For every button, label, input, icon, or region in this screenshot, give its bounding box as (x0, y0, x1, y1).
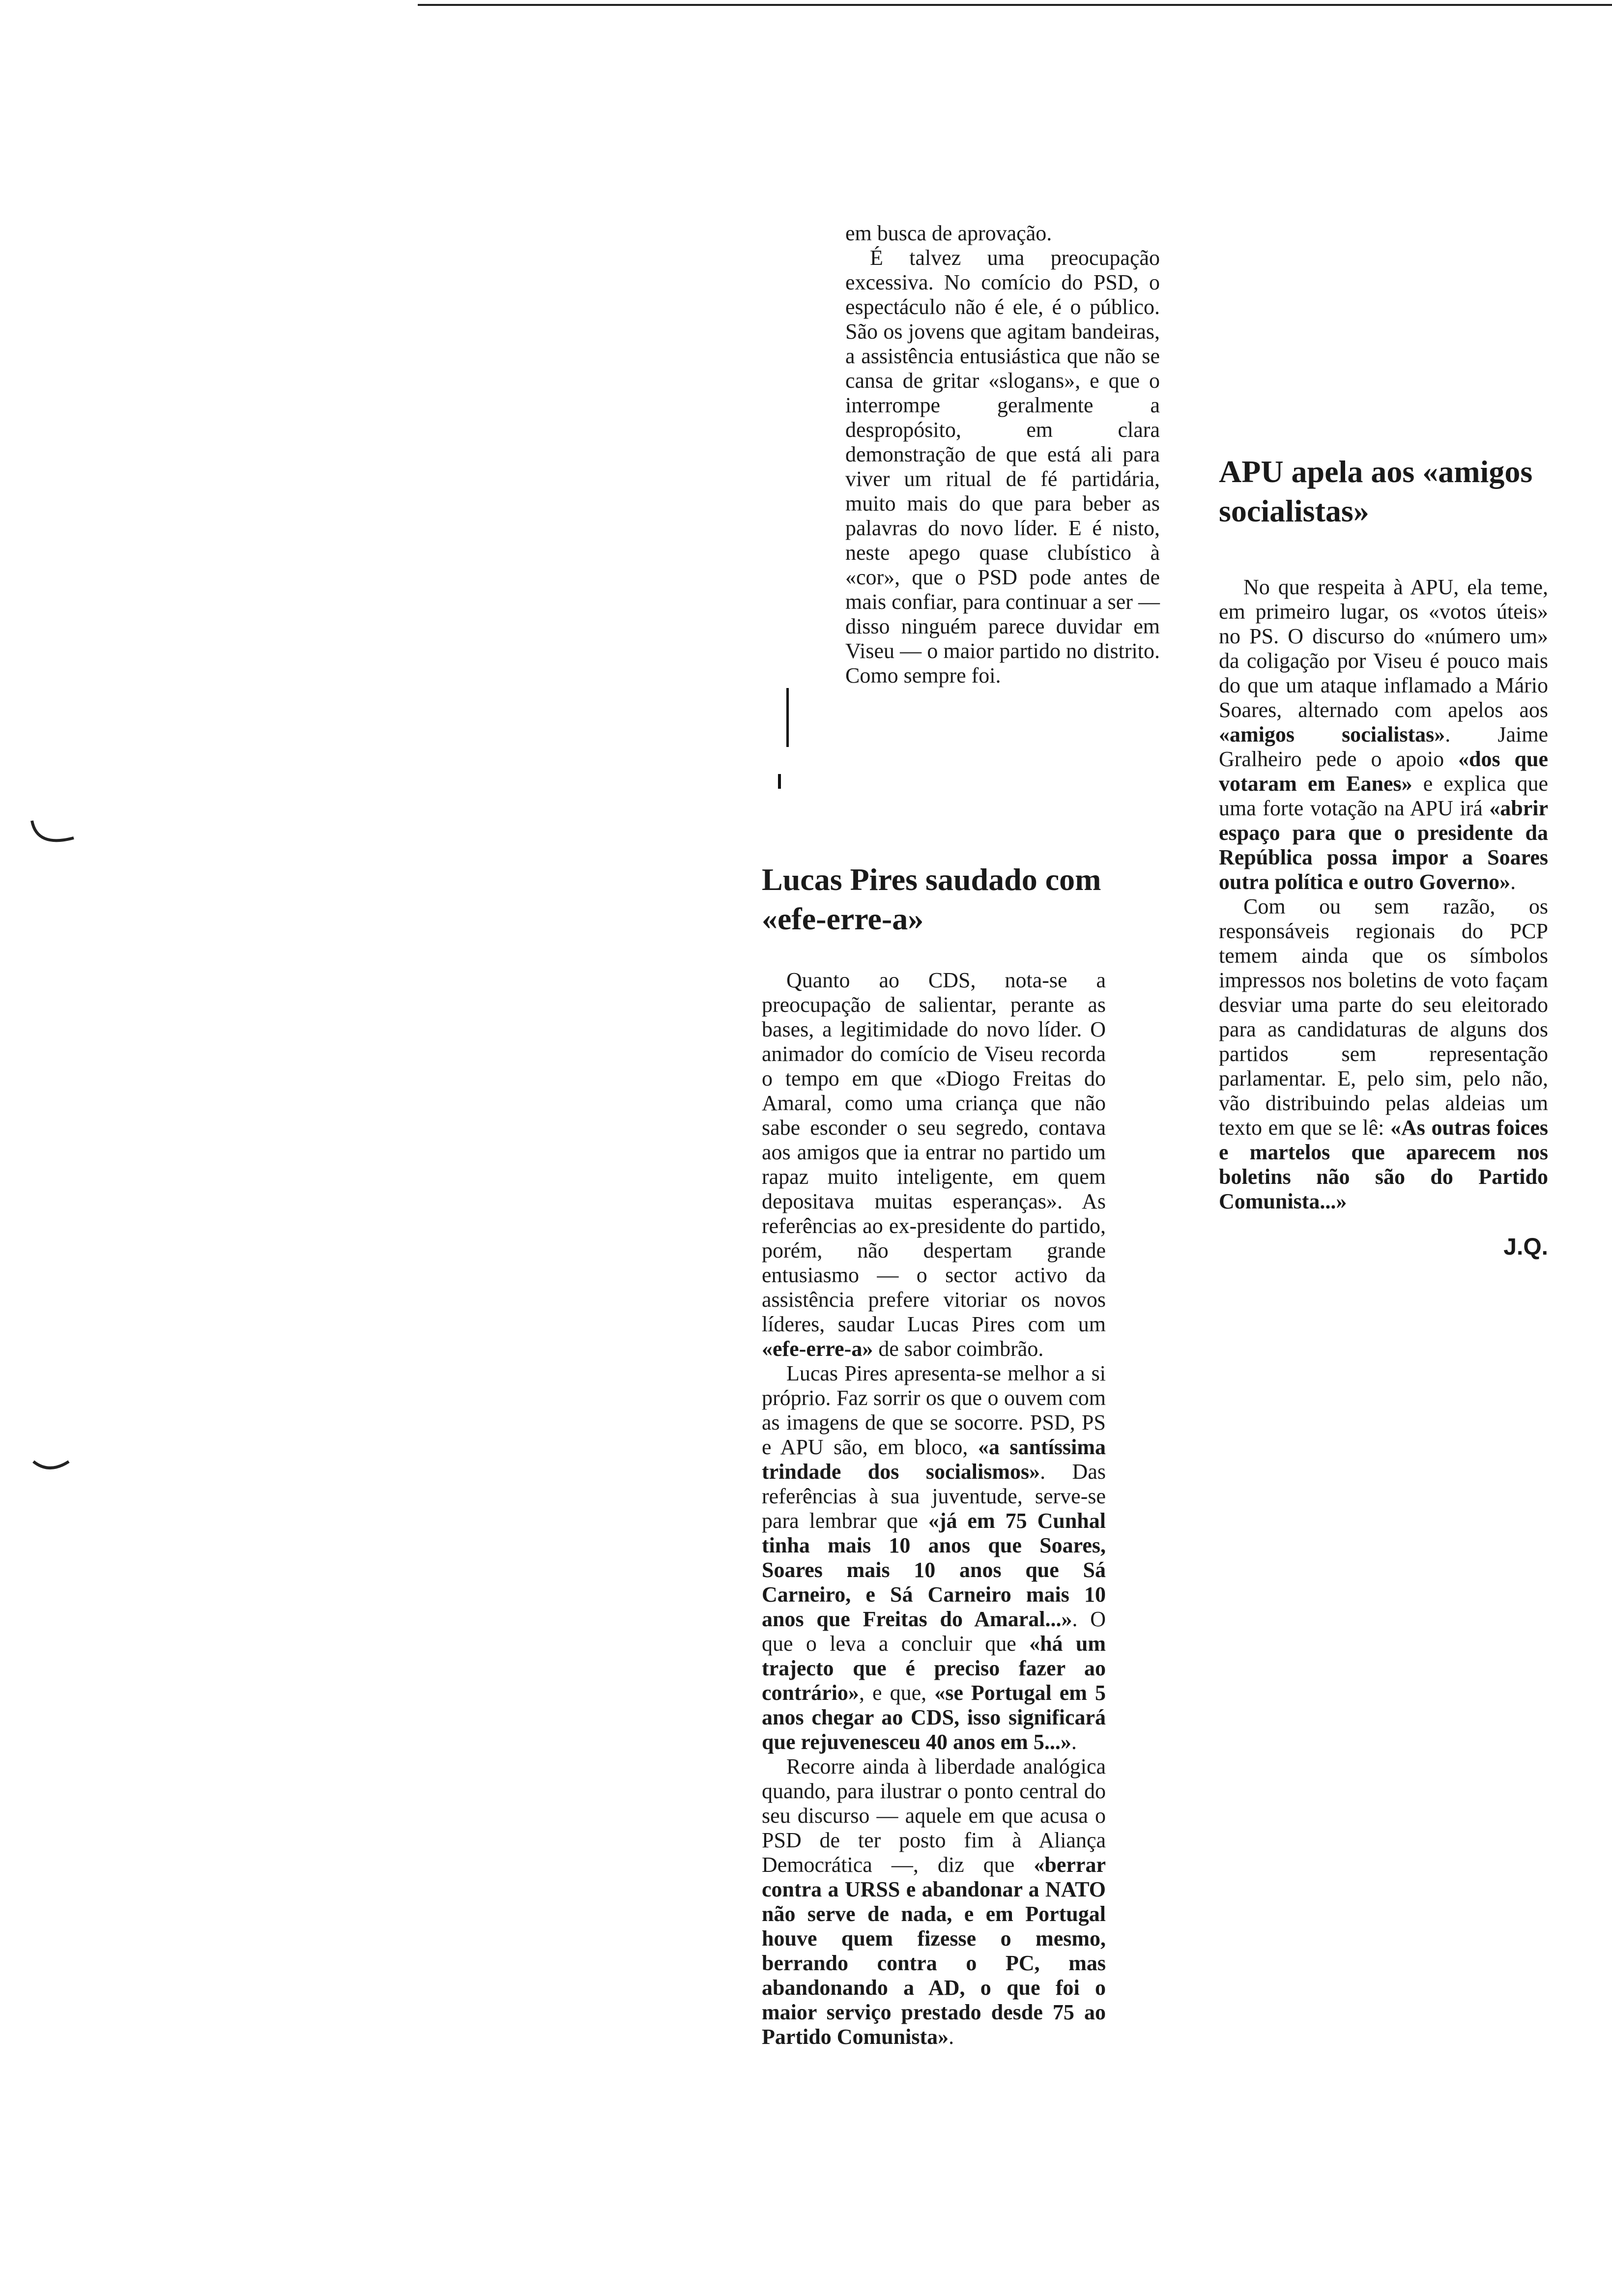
column-rule-mark (786, 688, 789, 747)
scan-mark-left-lower (29, 1455, 74, 1479)
scan-mark-left-upper (27, 816, 81, 855)
article-column-lucas (762, 860, 1106, 2049)
subheading-lucas: Lucas Pires saudado com «efe-erre-a» (762, 862, 1101, 936)
scan-top-border (418, 4, 1612, 6)
paragraph-psd: É talvez uma preocupação excessiva. No comício do PSD, o espectáculo não é ele, é o público. São os jovens que agitam bandeiras, a assistência entusiástica que não se cansa de gritar «slogans», e que o interrompe geralmente a despropósito, em clara demonstração de que está ali para viver um ritual de fé partidária, muito mais do que para beber as palavras do novo líder. E é nisto, neste apego quase clubístico à «cor», que o PSD pode antes de mais confiar, para continuar a ser — disso ninguém parece duvidar em Viseu — o maior partido no distrito. Como sempre foi. (845, 246, 1160, 688)
paragraph-lucas-self: Lucas Pires apresenta-se melhor a si próprio. Faz sorrir os que o ouvem com as imagens de que se socorre. PSD, PS e APU são, em bloco, «a santíssima trindade dos socialismos». Das referências à sua juventude, serve-se para lembrar que «já em 75 Cunhal tinha mais 10 anos que Soares, Soares mais 10 anos que Sá Carneiro, e Sá Carneiro mais 10 anos que Freitas do Amaral...». O que o leva a concluir que «há um trajecto que é preciso fazer ao contrário», e que, «se Portugal em 5 anos chegar ao CDS, isso significará que rejuvenesceu 40 anos em 5...». (762, 1361, 1106, 1754)
paragraph-cds: Quanto ao CDS, nota-se a preocupação de salientar, perante as bases, a legitimidade do novo líder. O animador do comício de Viseu recorda o tempo em que «Diogo Freitas do Amaral, como uma criança que não sabe esconder o seu segredo, contava aos amigos que ia entrar no partido um rapaz muito inteligente, em quem depositava muitas esperanças». As referências ao ex-presidente do partido, porém, não despertam grande entusiasmo — o sector activo da assistência prefere vitoriar os novos líderes, saudar Lucas Pires com um «efe-erre-a» de sabor coimbrão. (762, 968, 1106, 1361)
paragraph-apu-ps: No que respeita à APU, ela teme, em primeiro lugar, os «votos úteis» no PS. O discurso do «número um» da coligação por Viseu é pouco mais do que um ataque inflamado a Mário Soares, alternado com apelos aos «amigos socialistas». Jaime Gralheiro pede o apoio «dos que votaram em Eanes» e explica que uma forte votação na APU irá «abrir espaço para que o presidente da República possa impor a Soares outra política e outro Governo». (1219, 575, 1548, 894)
author-signature: J.Q. (1503, 1234, 1548, 1260)
article-column-apu (1219, 452, 1548, 1261)
subheading-apu: APU apela aos «amigos socialistas» (1219, 454, 1533, 528)
paragraph-analogy: Recorre ainda à liberdade analógica quando, para ilustrar o ponto central do seu discurso — aquele em que acusa o PSD de ter posto fim à Aliança Democrática —, diz que «berrar contra a URSS e abandonar a NATO não serve de nada, e em Portugal houve quem fizesse o mesmo, berrando contra o PC, mas abandonando a AD, o que foi o maior serviço prestado desde 75 ao Partido Comunista». (762, 1754, 1106, 2049)
paragraph-pcp: Com ou sem razão, os responsáveis regionais do PCP temem ainda que os símbolos impressos nos boletins de voto façam desviar uma parte do seu eleitorado para as candidaturas de alguns dos partidos sem representação parlamentar. E, pelo sim, pelo não, vão distribuindo pelas aldeias um texto em que se lê: «As outras foices e martelos que aparecem nos boletins não são do Partido Comunista...» (1219, 894, 1548, 1213)
article-column-top (845, 221, 1160, 688)
paragraph-lead: em busca de aprovação. (845, 221, 1052, 245)
column-rule-mark-small (778, 774, 781, 789)
